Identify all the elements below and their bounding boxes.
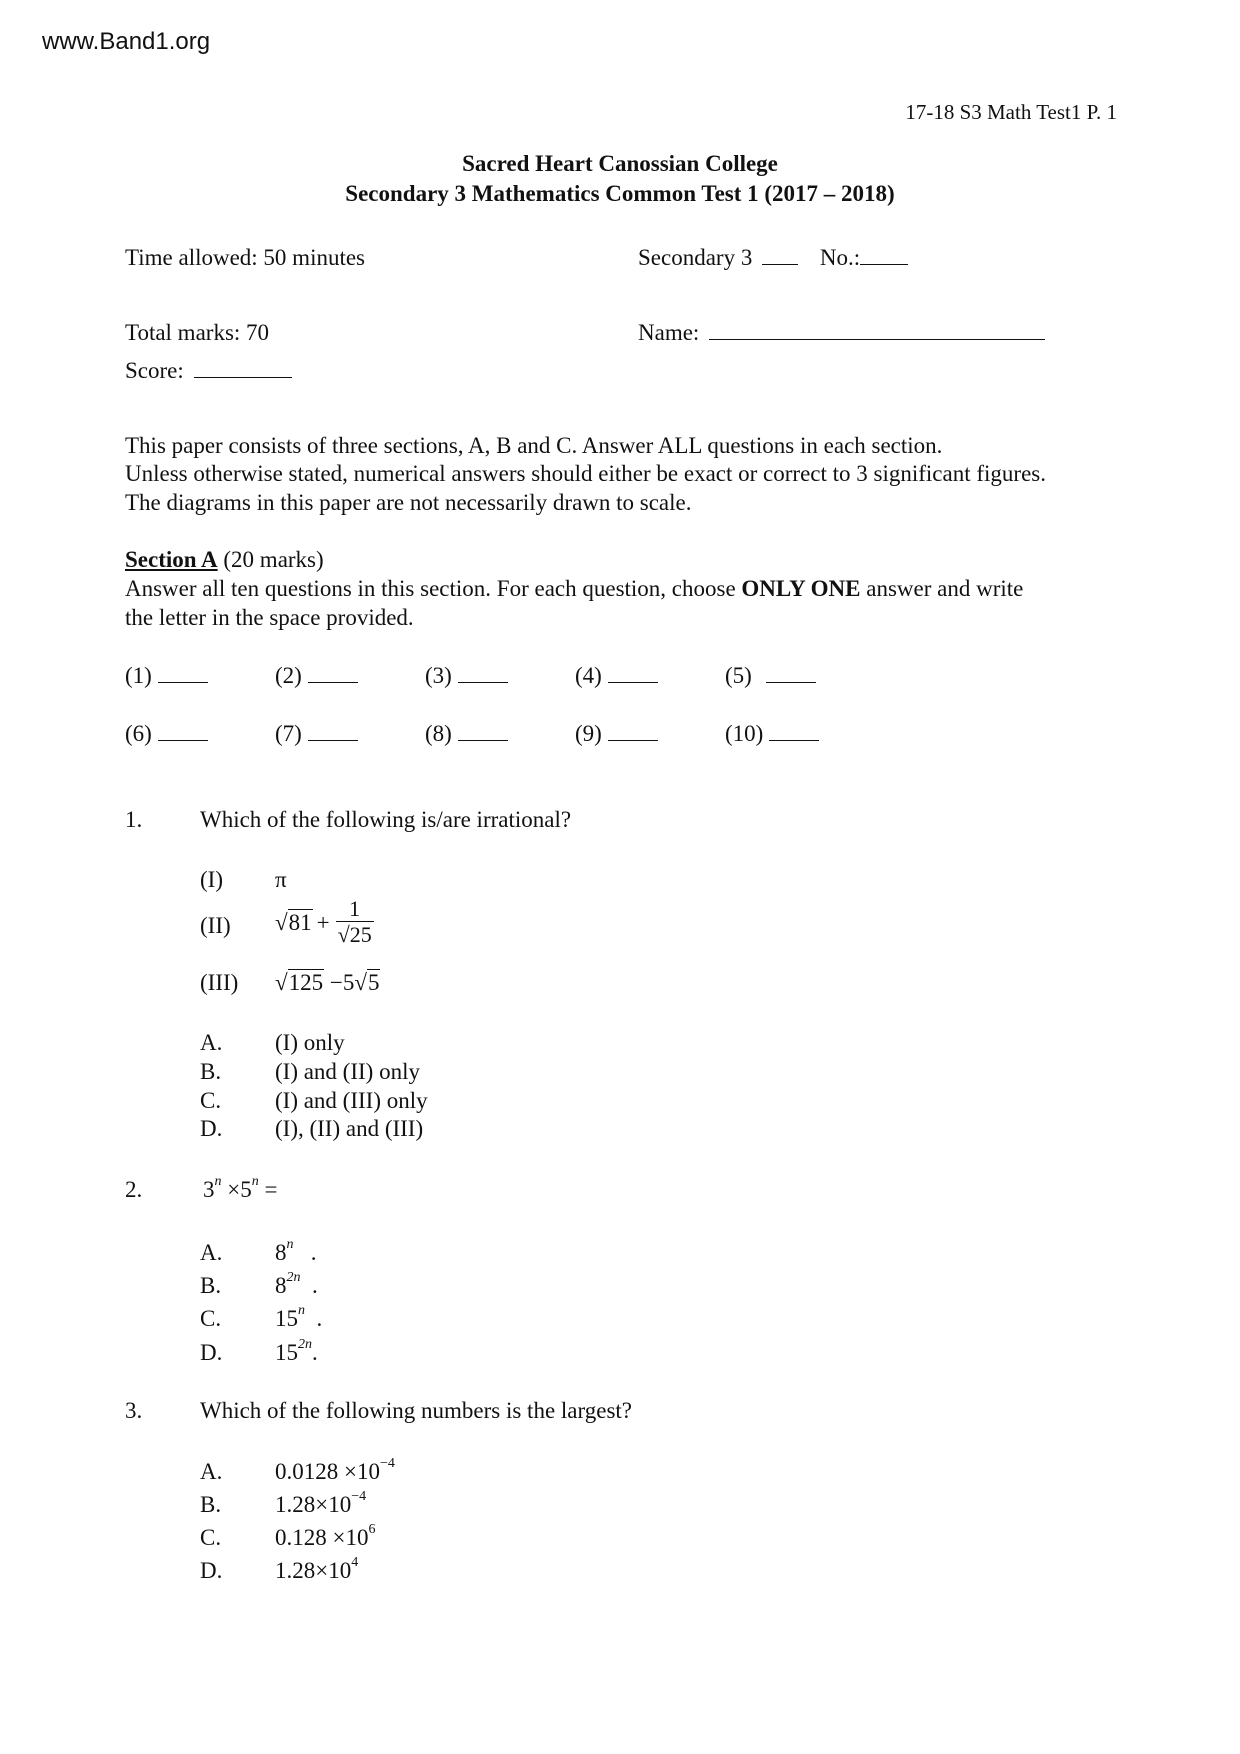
punctuation: . [293, 1240, 317, 1265]
name-field [638, 320, 1045, 346]
option-label: D. [200, 1340, 223, 1365]
exponent: n [286, 1237, 294, 1253]
option-text: (I) and (II) only [275, 1059, 420, 1084]
answer-slot-input[interactable] [308, 664, 358, 683]
answer-slot-input[interactable] [769, 722, 819, 741]
answer-slot [125, 721, 208, 747]
class-field [638, 245, 908, 271]
question-number: 1. [125, 807, 143, 832]
option-label: B. [200, 1059, 222, 1084]
score-label: Score: [125, 358, 184, 383]
fraction-denominator: √25 [337, 922, 372, 947]
option-label: C. [200, 1088, 222, 1113]
base: 10 [345, 1525, 369, 1550]
equals-sign: = [258, 1177, 278, 1202]
answer-slot-label: (7) [275, 721, 302, 746]
name-input[interactable] [709, 321, 1045, 340]
answer-slot [425, 721, 508, 747]
instruction-line: This paper consists of three sections, A, B and C. Answer ALL questions in each section. [125, 433, 943, 458]
item-label: (III) [200, 970, 239, 995]
option-label: A. [200, 1240, 223, 1265]
base: 15 [275, 1340, 298, 1365]
mantissa: 1.28 [275, 1492, 316, 1517]
exponent: n [251, 1174, 259, 1190]
watermark: www.Band1.org [42, 28, 211, 55]
mantissa: 0.0128 [275, 1459, 339, 1484]
answer-slot-label: (10) [725, 721, 764, 746]
times-sign: × [338, 1459, 357, 1484]
question-text: Which of the following numbers is the largest? [200, 1398, 633, 1423]
answer-slot-label: (5) [725, 663, 752, 688]
exponent: n [298, 1303, 305, 1319]
exponent: −4 [379, 1456, 395, 1472]
option-label: B. [200, 1492, 222, 1517]
base: 10 [328, 1558, 352, 1583]
option-expression [275, 1522, 376, 1551]
answer-slot [575, 663, 658, 689]
answer-slot-label: (6) [125, 721, 152, 746]
sqrt-term: √81 [275, 909, 312, 935]
option-label: D. [200, 1116, 223, 1141]
question-number: 3. [125, 1398, 143, 1423]
question-text: Which of the following is/are irrational? [200, 807, 572, 832]
section-a-instruction [125, 576, 1023, 602]
score-input[interactable] [194, 359, 292, 378]
instruction-line: The diagrams in this paper are not necessarily drawn to scale. [125, 490, 692, 515]
base: 10 [356, 1459, 380, 1484]
section-a-instruction-line2: the letter in the space provided. [125, 605, 414, 630]
times-sign: × [315, 1492, 329, 1517]
base: 8 [275, 1273, 287, 1298]
school-title: Sacred Heart Canossian College [462, 151, 778, 176]
punctuation: . [312, 1340, 318, 1365]
exponent: n [214, 1174, 222, 1190]
answer-slot-input[interactable] [458, 664, 508, 683]
times-sign: × [326, 1525, 346, 1550]
number-label: No.: [819, 245, 861, 270]
option-label: A. [200, 1030, 223, 1055]
option-label: C. [200, 1525, 222, 1550]
base: 3 [203, 1177, 215, 1202]
answer-slot-input[interactable] [458, 722, 508, 741]
answer-slot-input[interactable] [608, 664, 658, 683]
question-expression [203, 1174, 278, 1203]
score-field [125, 358, 292, 384]
option-expression [275, 1303, 323, 1332]
exponent: 2n [298, 1337, 312, 1353]
option-expression [275, 1270, 318, 1299]
instruction-line: Unless otherwise stated, numerical answers should either be exact or correct to 3 significant figures. [125, 461, 1046, 486]
page-header: 17-18 S3 Math Test1 P. 1 [905, 100, 1117, 124]
base: 10 [328, 1492, 352, 1517]
instruction-text: answer and write [860, 576, 1024, 601]
option-label: D. [200, 1558, 223, 1583]
item-label: (II) [200, 913, 231, 938]
option-expression [275, 1489, 367, 1518]
option-expression [275, 1237, 317, 1266]
answer-slot-input[interactable] [158, 664, 208, 683]
option-label: C. [200, 1306, 222, 1331]
exponent: 2n [286, 1270, 301, 1286]
answer-slot-label: (8) [425, 721, 452, 746]
base: 15 [275, 1306, 298, 1331]
time-allowed: Time allowed: 50 minutes [125, 245, 366, 270]
option-expression [275, 1337, 318, 1366]
answer-slot-label: (4) [575, 663, 602, 688]
answer-slot-label: (2) [275, 663, 302, 688]
answer-slot-input[interactable] [308, 722, 358, 741]
mantissa: 0.128 [275, 1525, 327, 1550]
answer-slot [725, 721, 819, 747]
section-a-title: Section A [125, 547, 218, 572]
instruction-emphasis: ONLY ONE [741, 576, 861, 601]
option-expression [275, 1456, 395, 1485]
answer-slot-input[interactable] [608, 722, 658, 741]
answer-slot [575, 721, 658, 747]
option-label: A. [200, 1459, 223, 1484]
sqrt-term: √5 [354, 970, 380, 995]
item-expression-sqrt-sum [275, 897, 372, 948]
item-expression-sqrt-diff [275, 970, 380, 996]
option-text: (I), (II) and (III) [275, 1116, 424, 1141]
answer-slot [725, 663, 816, 689]
item-label: (I) [200, 867, 223, 892]
answer-slot [275, 663, 358, 689]
option-expression [275, 1555, 359, 1584]
punctuation: . [305, 1306, 323, 1331]
class-label: Secondary 3 [638, 245, 753, 270]
option-text: (I) and (III) only [275, 1088, 428, 1113]
answer-slot-label: (1) [125, 663, 152, 688]
name-label: Name: [638, 320, 700, 345]
answer-slot [425, 663, 508, 689]
answer-slot-label: (3) [425, 663, 452, 688]
section-a-heading [125, 547, 324, 573]
exponent: −4 [351, 1489, 367, 1505]
answer-slot [275, 721, 358, 747]
number-input[interactable] [860, 246, 908, 265]
item-expression-pi: π [275, 867, 287, 892]
answer-slot-input[interactable] [766, 664, 816, 683]
base: 5 [240, 1177, 252, 1202]
times-sign: × [315, 1558, 329, 1583]
answer-slot-input[interactable] [158, 722, 208, 741]
sqrt-term: √125 [275, 970, 324, 995]
minus-coefficient: −5 [329, 970, 355, 995]
fraction-numerator: 1 [336, 897, 374, 922]
fraction [338, 897, 372, 948]
option-label: B. [200, 1273, 222, 1298]
exam-title: Secondary 3 Mathematics Common Test 1 (2017 – 2018) [345, 181, 895, 206]
section-a-marks: (20 marks) [217, 547, 324, 572]
total-marks: Total marks: 70 [125, 320, 270, 345]
option-text: (I) only [275, 1030, 345, 1055]
base: 8 [275, 1240, 287, 1265]
plus-sign: + [316, 909, 330, 935]
answer-slot [125, 663, 208, 689]
mantissa: 1.28 [275, 1558, 316, 1583]
class-input[interactable] [762, 246, 798, 265]
times-sign: × [221, 1177, 241, 1202]
exponent: 4 [351, 1555, 359, 1571]
exponent: 6 [368, 1522, 376, 1538]
question-number: 2. [125, 1177, 143, 1202]
punctuation: . [300, 1273, 318, 1298]
instruction-text: Answer all ten questions in this section. For each question, choose [125, 576, 742, 601]
answer-slot-label: (9) [575, 721, 602, 746]
